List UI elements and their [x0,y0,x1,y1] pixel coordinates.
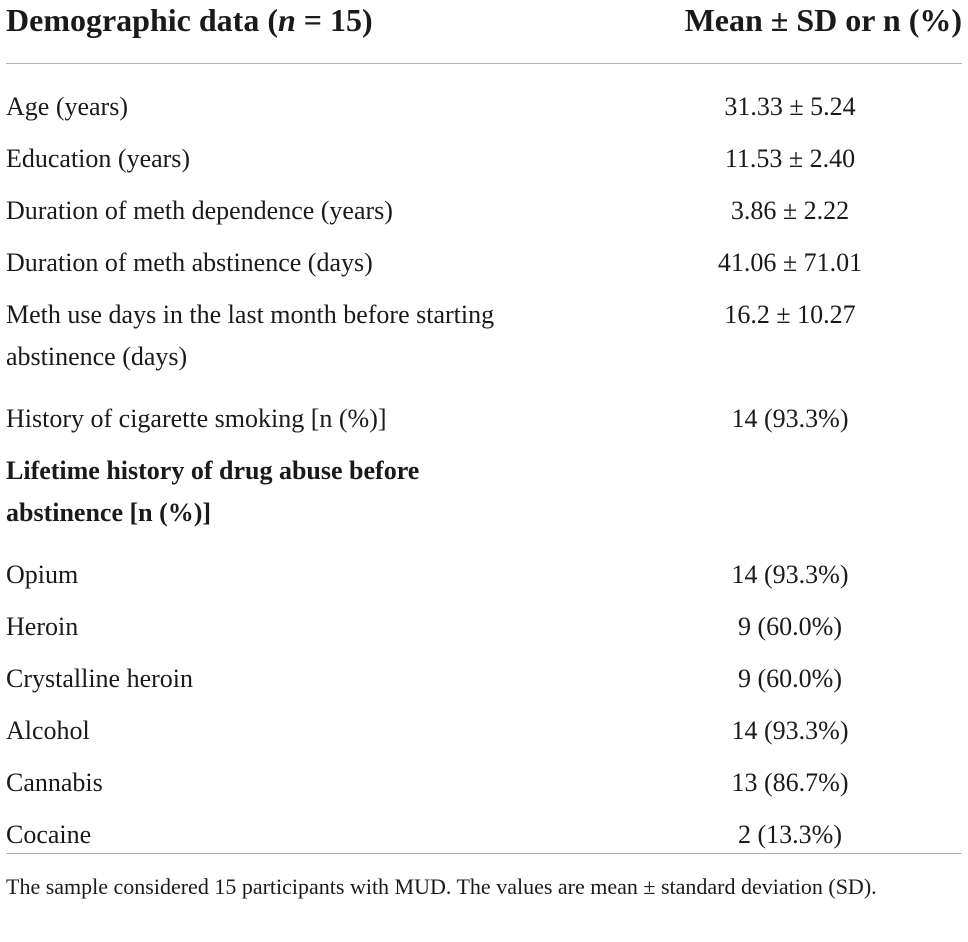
row-label: Age (years) [6,92,128,121]
row-value: 2 (13.3%) [738,820,842,849]
row-label: Heroin [6,612,79,641]
table-row [0,814,968,866]
row-label: Duration of meth abstinence (days) [6,248,373,277]
table-row [0,398,968,450]
row-value: 3.86 ± 2.22 [730,196,850,225]
table-row [0,658,968,710]
row-value: 11.53 ± 2.40 [724,144,856,173]
row-value: 16.2 ± 10.27 [724,300,856,329]
table-row [0,554,968,606]
row-value: 9 (60.0%) [738,612,842,641]
table-body [0,86,968,866]
row-value: 41.06 ± 71.01 [717,248,863,277]
row-label: Lifetime history of drug abuse before abstinence [n (%)] [6,456,420,527]
table-row [0,86,968,138]
table-row [0,242,968,294]
table-section-row [0,450,968,554]
row-label: Opium [6,560,79,589]
table-footnote: The sample considered 15 participants with MUD. The values are mean ± standard deviation (SD). [6,874,877,899]
row-label: Cannabis [6,768,103,797]
row-value: 14 (93.3%) [731,716,849,745]
header-mean-sd: Mean ± SD or n (%) [684,2,962,38]
row-value: 14 (93.3%) [731,560,849,589]
row-label: Alcohol [6,716,90,745]
table-row [0,190,968,242]
row-label: Education (years) [6,144,191,173]
table-row [0,606,968,658]
table-row [0,710,968,762]
row-value: 13 (86.7%) [731,768,849,797]
row-label: History of cigarette smoking [n (%)] [6,404,387,433]
row-value: 31.33 ± 5.24 [724,92,856,121]
table-header [0,0,968,48]
row-label: Crystalline heroin [6,664,194,693]
table-row [0,762,968,814]
row-value: 14 (93.3%) [731,404,849,433]
row-label: Meth use days in the last month before starting abstinence (days) [6,300,495,371]
table-row [0,138,968,190]
header-demographic-data: Demographic data (n = 15) [6,2,373,38]
row-label: Cocaine [6,820,92,849]
row-value: 9 (60.0%) [738,664,842,693]
row-label: Duration of meth dependence (years) [6,196,393,225]
table-row [0,294,968,398]
header-divider [6,63,962,64]
footer-divider [6,853,962,854]
